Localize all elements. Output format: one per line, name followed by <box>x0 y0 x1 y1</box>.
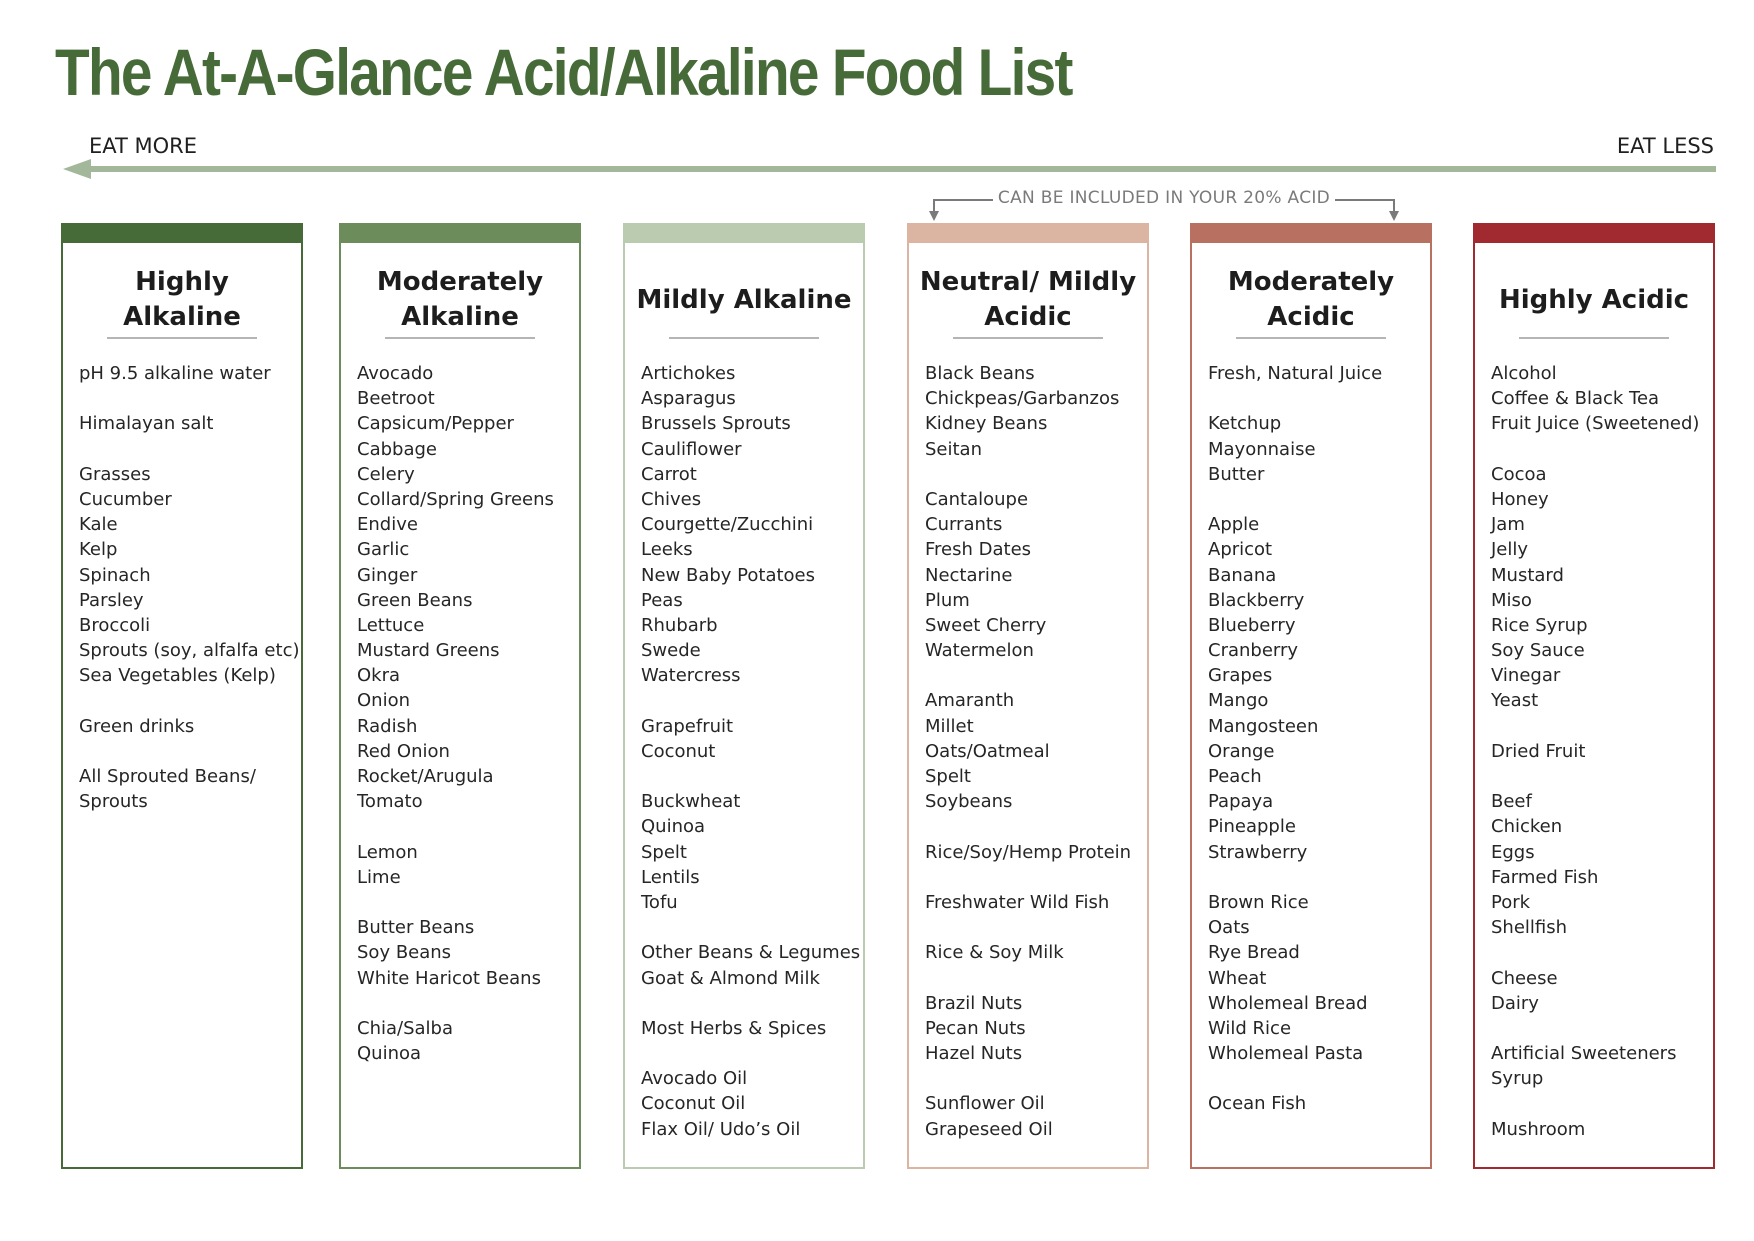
group-spacer <box>1208 487 1424 512</box>
food-item: Spelt <box>641 841 687 863</box>
food-item: Seitan <box>925 438 982 460</box>
column-color-bar <box>907 223 1149 243</box>
food-item: Honey <box>1491 488 1549 510</box>
group-spacer <box>357 890 573 915</box>
food-item: Tomato <box>357 791 423 813</box>
column-divider <box>669 337 819 339</box>
food-item: Rice/Soy/Hemp Protein <box>925 841 1132 863</box>
column-color-bar <box>1473 223 1715 243</box>
food-item: Broccoli <box>79 614 151 636</box>
food-item: Beetroot <box>357 388 435 410</box>
food-item: Sea Vegetables (Kelp) <box>79 665 276 687</box>
food-item: Syrup <box>1491 1068 1544 1090</box>
food-list <box>641 361 861 1142</box>
column-heading: Highly Alkaline <box>123 267 241 332</box>
food-item: Cheese <box>1491 967 1558 989</box>
food-item: Wild Rice <box>1208 1017 1292 1039</box>
food-item: Freshwater Wild Fish <box>925 891 1110 913</box>
food-item: Fresh Dates <box>925 539 1032 561</box>
scale-arrow-icon <box>63 159 1716 179</box>
food-item: Cantaloupe <box>925 488 1029 510</box>
food-item: Soybeans <box>925 791 1013 813</box>
food-item: Butter <box>1208 463 1265 485</box>
column-color-bar <box>61 223 303 243</box>
food-item: New Baby Potatoes <box>641 564 815 586</box>
food-item: Cucumber <box>79 488 172 510</box>
group-spacer <box>79 386 295 411</box>
group-spacer <box>641 764 857 789</box>
food-item: Pecan Nuts <box>925 1017 1026 1039</box>
food-list <box>357 361 573 1066</box>
column-heading: Moderately Acidic <box>1227 267 1395 332</box>
food-item: Cocoa <box>1491 463 1547 485</box>
food-item: Asparagus <box>641 388 736 410</box>
food-item: Watermelon <box>925 640 1034 662</box>
food-item: Grapes <box>1208 665 1273 687</box>
food-item: Green drinks <box>79 715 195 737</box>
food-item: Wholemeal Bread <box>1208 992 1368 1014</box>
food-item: Chicken <box>1491 816 1563 838</box>
arrow-left-icon <box>63 159 91 179</box>
food-item: Butter Beans <box>357 917 475 939</box>
group-spacer <box>925 966 1141 991</box>
food-item: Black Beans <box>925 363 1035 384</box>
food-item: Okra <box>357 665 401 687</box>
food-item: Oats/Oatmeal <box>925 740 1050 762</box>
acid-note-label: CAN BE INCLUDED IN YOUR 20% ACID <box>997 188 1331 208</box>
food-item: Avocado <box>357 363 434 384</box>
food-item: Green Beans <box>357 589 473 611</box>
food-item: Lime <box>357 866 401 888</box>
food-item: Apricot <box>1208 539 1273 561</box>
food-item: Jam <box>1491 514 1525 536</box>
column-color-bar <box>1190 223 1432 243</box>
food-item: Alcohol <box>1491 363 1557 384</box>
food-item: Shellfish <box>1491 917 1568 939</box>
food-list <box>925 361 1141 1142</box>
food-item: Chickpeas/Garbanzos <box>925 388 1120 410</box>
food-item: Chives <box>641 488 702 510</box>
food-item: Nectarine <box>925 564 1013 586</box>
food-item: Grapefruit <box>641 715 734 737</box>
food-item: Courgette/Zucchini <box>641 514 814 536</box>
food-item: Kale <box>79 514 118 536</box>
food-item: All Sprouted Beans/ <box>79 766 256 787</box>
food-item: Peas <box>641 589 683 611</box>
column-divider <box>107 337 257 339</box>
group-spacer <box>1491 714 1707 739</box>
food-item: Amaranth <box>925 690 1015 712</box>
food-item: Soy Sauce <box>1491 640 1585 662</box>
food-item: Papaya <box>1208 791 1274 813</box>
food-item: Apple <box>1208 514 1260 536</box>
food-item: Spinach <box>79 564 151 586</box>
bracket-right-icon <box>1335 199 1395 215</box>
food-item: Leeks <box>641 539 693 561</box>
food-item: Peach <box>1208 766 1262 787</box>
group-spacer <box>79 437 295 462</box>
group-spacer <box>641 991 857 1016</box>
group-spacer <box>357 991 573 1016</box>
food-column-mildly-alkaline <box>623 223 865 1169</box>
group-spacer <box>641 688 857 713</box>
food-item: Fruit Juice (Sweetened) <box>1491 413 1700 435</box>
food-item: Plum <box>925 589 970 611</box>
column-divider <box>1519 337 1669 339</box>
food-column-moderately-alkaline <box>339 223 581 1169</box>
food-item: Strawberry <box>1208 841 1308 863</box>
food-item: Ginger <box>357 564 418 586</box>
food-item: Quinoa <box>357 1043 422 1065</box>
food-item: Coconut <box>641 740 716 762</box>
food-item: Cauliflower <box>641 438 742 460</box>
group-spacer <box>1208 386 1424 411</box>
group-spacer <box>1491 764 1707 789</box>
eat-less-label: EAT LESS <box>1616 134 1714 158</box>
food-item: pH 9.5 alkaline water <box>79 363 271 384</box>
food-item: Grasses <box>79 463 151 485</box>
food-item: Vinegar <box>1491 665 1561 687</box>
food-column-neutral-mildly-acidic <box>907 223 1149 1169</box>
food-item: Endive <box>357 514 418 536</box>
food-item: Parsley <box>79 589 144 611</box>
group-spacer <box>925 814 1141 839</box>
food-item: Lentils <box>641 866 700 888</box>
food-item: Rocket/Arugula <box>357 766 494 787</box>
food-item: Mustard <box>1491 564 1564 586</box>
arrow-down-icon <box>929 211 939 221</box>
food-item: Grapeseed Oil <box>925 1118 1053 1140</box>
food-item: Wholemeal Pasta <box>1208 1043 1364 1065</box>
scale-arrow-line <box>87 166 1716 172</box>
food-item: Artificial Sweeteners <box>1491 1043 1677 1065</box>
food-item: Pork <box>1491 891 1531 913</box>
food-item: Currants <box>925 514 1003 536</box>
column-divider <box>385 337 535 339</box>
food-item: Ketchup <box>1208 413 1282 435</box>
food-item: Other Beans & Legumes <box>641 942 861 964</box>
food-item: Red Onion <box>357 740 450 762</box>
food-item: Himalayan salt <box>79 413 214 435</box>
food-item: Brown Rice <box>1208 891 1309 913</box>
food-item: Hazel Nuts <box>925 1043 1023 1065</box>
food-item: Kelp <box>79 539 118 561</box>
food-item: Orange <box>1208 740 1275 762</box>
group-spacer <box>925 915 1141 940</box>
column-heading: Highly Acidic <box>1498 284 1690 315</box>
food-item: Mangosteen <box>1208 715 1319 737</box>
food-item: Mushroom <box>1491 1118 1586 1140</box>
food-item: Collard/Spring Greens <box>357 488 554 510</box>
food-column-highly-alkaline <box>61 223 303 1169</box>
group-spacer <box>925 865 1141 890</box>
food-item: Blueberry <box>1208 614 1296 636</box>
food-list <box>1208 361 1424 1117</box>
food-item: Quinoa <box>641 816 706 838</box>
group-spacer <box>1208 1066 1424 1091</box>
food-item: Watercress <box>641 665 741 687</box>
food-item: Cabbage <box>357 438 437 460</box>
food-item: Mango <box>1208 690 1269 712</box>
column-heading: Neutral/ Mildly Acidic <box>919 267 1137 332</box>
food-item: Yeast <box>1491 690 1539 712</box>
food-item: Blackberry <box>1208 589 1305 611</box>
food-item: Eggs <box>1491 841 1535 863</box>
food-item: Rice & Soy Milk <box>925 942 1064 964</box>
group-spacer <box>641 915 857 940</box>
food-item: Oats <box>1208 917 1250 939</box>
food-item: Tofu <box>641 891 678 913</box>
group-spacer <box>925 462 1141 487</box>
food-item: Dairy <box>1491 992 1539 1014</box>
food-item: Brussels Sprouts <box>641 413 791 435</box>
food-item: Sprouts <box>79 791 148 813</box>
column-heading: Moderately Alkaline <box>376 267 544 332</box>
food-item: Mayonnaise <box>1208 438 1316 460</box>
food-item: Avocado Oil <box>641 1068 748 1090</box>
group-spacer <box>79 688 295 713</box>
acid-allowance-note <box>933 188 1395 224</box>
food-item: Miso <box>1491 589 1532 611</box>
food-item: Millet <box>925 715 974 737</box>
food-item: Coffee & Black Tea <box>1491 388 1660 410</box>
food-item: Farmed Fish <box>1491 866 1599 888</box>
food-item: Lettuce <box>357 614 425 636</box>
food-item: Goat & Almond Milk <box>641 967 820 989</box>
group-spacer <box>79 739 295 764</box>
group-spacer <box>357 814 573 839</box>
food-item: Sunflower Oil <box>925 1093 1045 1115</box>
food-item: Rice Syrup <box>1491 614 1588 636</box>
food-item: Buckwheat <box>641 791 741 813</box>
group-spacer <box>1208 865 1424 890</box>
food-item: Fresh, Natural Juice <box>1208 363 1383 384</box>
food-item: White Haricot Beans <box>357 967 541 989</box>
arrow-down-icon <box>1389 211 1399 221</box>
column-divider <box>953 337 1103 339</box>
food-item: Cranberry <box>1208 640 1299 662</box>
food-item: Soy Beans <box>357 942 452 964</box>
food-column-moderately-acidic <box>1190 223 1432 1169</box>
food-item: Pineapple <box>1208 816 1296 838</box>
food-list <box>79 361 300 814</box>
group-spacer <box>1491 1016 1707 1041</box>
food-item: Mustard Greens <box>357 640 500 662</box>
food-item: Artichokes <box>641 363 736 384</box>
page-title: The At-A-Glance Acid/Alkaline Food List <box>55 35 1072 109</box>
food-item: Ocean Fish <box>1208 1093 1307 1115</box>
food-item: Swede <box>641 640 701 662</box>
column-color-bar <box>623 223 865 243</box>
food-item: Most Herbs & Spices <box>641 1017 827 1039</box>
column-heading: Mildly Alkaline <box>636 284 852 315</box>
food-item: Celery <box>357 463 415 485</box>
food-item: Jelly <box>1491 539 1529 561</box>
food-item: Wheat <box>1208 967 1267 989</box>
group-spacer <box>925 663 1141 688</box>
food-item: Onion <box>357 690 410 712</box>
food-item: Dried Fruit <box>1491 740 1586 762</box>
group-spacer <box>641 1041 857 1066</box>
food-item: Sprouts (soy, alfalfa etc) <box>79 640 300 662</box>
food-item: Sweet Cherry <box>925 614 1047 636</box>
food-item: Chia/Salba <box>357 1017 453 1039</box>
group-spacer <box>925 1066 1141 1091</box>
food-item: Brazil Nuts <box>925 992 1023 1014</box>
food-item: Garlic <box>357 539 410 561</box>
food-list <box>1491 361 1707 1142</box>
food-item: Beef <box>1491 791 1532 813</box>
food-item: Radish <box>357 715 418 737</box>
food-item: Coconut Oil <box>641 1093 746 1115</box>
food-item: Flax Oil/ Udo’s Oil <box>641 1118 801 1140</box>
food-item: Lemon <box>357 841 418 863</box>
group-spacer <box>1491 940 1707 965</box>
food-item: Rye Bread <box>1208 942 1300 964</box>
eat-more-label: EAT MORE <box>89 134 198 158</box>
food-item: Spelt <box>925 766 971 787</box>
food-item: Banana <box>1208 564 1277 586</box>
food-item: Capsicum/Pepper <box>357 413 514 435</box>
food-item: Kidney Beans <box>925 413 1048 435</box>
group-spacer <box>1491 1091 1707 1116</box>
group-spacer <box>1491 437 1707 462</box>
column-color-bar <box>339 223 581 243</box>
column-divider <box>1236 337 1386 339</box>
food-item: Rhubarb <box>641 614 718 636</box>
food-item: Carrot <box>641 463 697 485</box>
food-column-highly-acidic <box>1473 223 1715 1169</box>
